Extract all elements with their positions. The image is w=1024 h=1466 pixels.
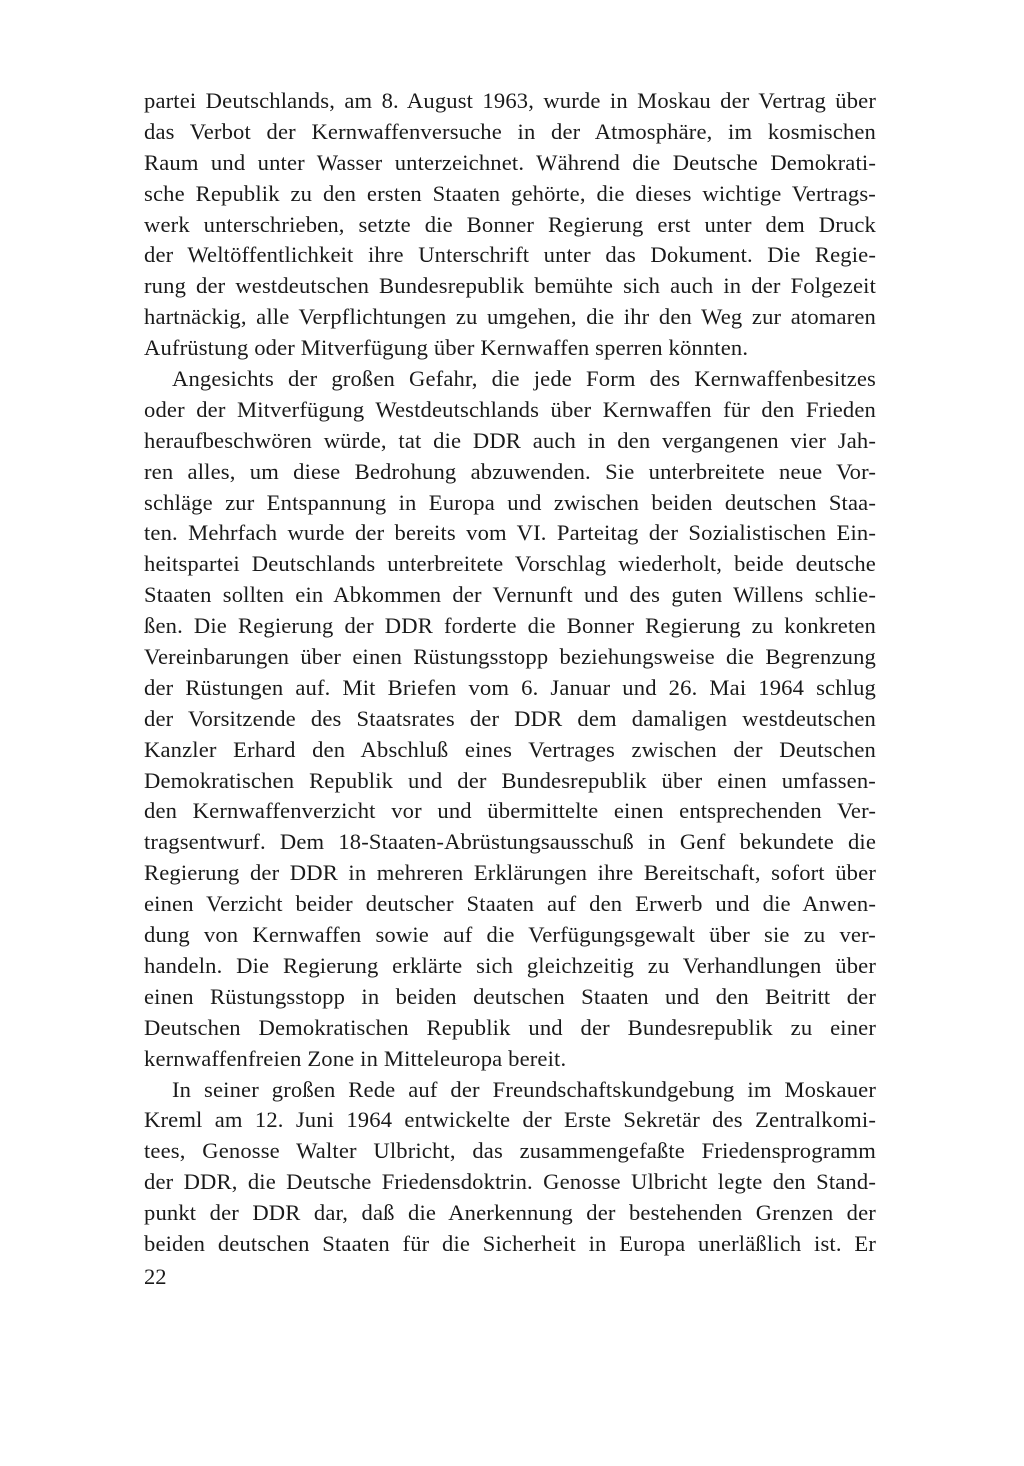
text-line: ten. Mehrfach wurde der bereits vom VI. Parteitag der Sozialistischen Ein- <box>144 520 876 546</box>
text-line: ßen. Die Regierung der DDR forderte die Bonner Regierung zu konkreten <box>144 613 876 639</box>
text-line: ren alles, um diese Bedrohung abzuwenden. Sie unterbreitete neue Vor- <box>144 458 876 484</box>
text-line: Aufrüstung oder Mitverfügung über Kernwaffen sperren könnten. <box>144 335 749 361</box>
text-line: beiden deutschen Staaten für die Sicherheit in Europa unerläßlich ist. Er <box>144 1230 876 1256</box>
text-line: werk unterschrieben, setzte die Bonner Regierung erst unter dem Druck <box>144 211 876 237</box>
body-text <box>144 86 876 1260</box>
text-line: tragsentwurf. Dem 18-Staaten-Abrüstungsausschuß in Genf bekundete die <box>144 829 876 855</box>
page-number: 22 <box>144 1264 167 1289</box>
text-line: In seiner großen Rede auf der Freundschaftskundgebung im Moskauer <box>172 1076 876 1102</box>
text-line: hartnäckig, alle Verpflichtungen zu umgehen, die ihr den Weg zur atomaren <box>144 304 876 330</box>
text-line: heraufbeschwören würde, tat die DDR auch in den vergangenen vier Jah- <box>144 427 876 453</box>
text-line: den Kernwaffenverzicht vor und übermittelte einen entsprechenden Ver- <box>144 798 876 824</box>
text-line: tees, Genosse Walter Ulbricht, das zusammengefaßte Friedensprogramm <box>144 1138 876 1164</box>
text-line: dung von Kernwaffen sowie auf die Verfügungsgewalt über sie zu ver- <box>144 922 876 948</box>
text-line: sche Republik zu den ersten Staaten gehörte, die dieses wichtige Vertrags- <box>144 180 876 206</box>
text-line: einen Rüstungsstopp in beiden deutschen Staaten und den Beitritt der <box>144 983 876 1009</box>
text-line: kernwaffenfreien Zone in Mitteleuropa bereit. <box>144 1045 567 1071</box>
text-line: Regierung der DDR in mehreren Erklärungen ihre Bereitschaft, sofort über <box>144 860 876 886</box>
text-line: Raum und unter Wasser unterzeichnet. Während die Deutsche Demokrati- <box>144 149 876 175</box>
text-line: Kanzler Erhard den Abschluß eines Vertrages zwischen der Deutschen <box>144 736 876 762</box>
text-line: rung der westdeutschen Bundesrepublik bemühte sich auch in der Folgezeit <box>144 273 876 299</box>
text-line: der Weltöffentlichkeit ihre Unterschrift unter das Dokument. Die Regie- <box>144 242 876 268</box>
text-line: der Rüstungen auf. Mit Briefen vom 6. Januar und 26. Mai 1964 schlug <box>144 674 876 700</box>
text-line: Staaten sollten ein Abkommen der Vernunft und des guten Willens schlie- <box>144 582 876 608</box>
text-line: punkt der DDR dar, daß die Anerkennung der bestehenden Grenzen der <box>144 1200 876 1226</box>
text-line: Demokratischen Republik und der Bundesrepublik über einen umfassen- <box>144 767 876 793</box>
text-line: Deutschen Demokratischen Republik und der Bundesrepublik zu einer <box>144 1014 876 1040</box>
text-line: heitspartei Deutschlands unterbreitete Vorschlag wiederholt, beide deutsche <box>144 551 876 577</box>
text-line: der DDR, die Deutsche Friedensdoktrin. Genosse Ulbricht legte den Stand- <box>144 1169 876 1195</box>
text-line: Vereinbarungen über einen Rüstungsstopp beziehungsweise die Begrenzung <box>144 644 876 670</box>
text-line: schläge zur Entspannung in Europa und zwischen beiden deutschen Staa- <box>144 489 876 515</box>
text-line: oder der Mitverfügung Westdeutschlands über Kernwaffen für den Frieden <box>144 396 876 422</box>
text-line: das Verbot der Kernwaffenversuche in der Atmosphäre, im kosmischen <box>144 118 876 144</box>
text-line: Kreml am 12. Juni 1964 entwickelte der Erste Sekretär des Zentralkomi- <box>144 1107 876 1133</box>
text-line: partei Deutschlands, am 8. August 1963, wurde in Moskau der Vertrag über <box>144 88 876 113</box>
text-line: einen Verzicht beider deutscher Staaten auf den Erwerb und die Anwen- <box>144 891 876 917</box>
text-line: der Vorsitzende des Staatsrates der DDR dem damaligen westdeutschen <box>144 705 876 731</box>
text-line: Angesichts der großen Gefahr, die jede Form des Kernwaffenbesitzes <box>172 366 876 392</box>
text-line: handeln. Die Regierung erklärte sich gleichzeitig zu Verhandlungen über <box>144 952 876 978</box>
